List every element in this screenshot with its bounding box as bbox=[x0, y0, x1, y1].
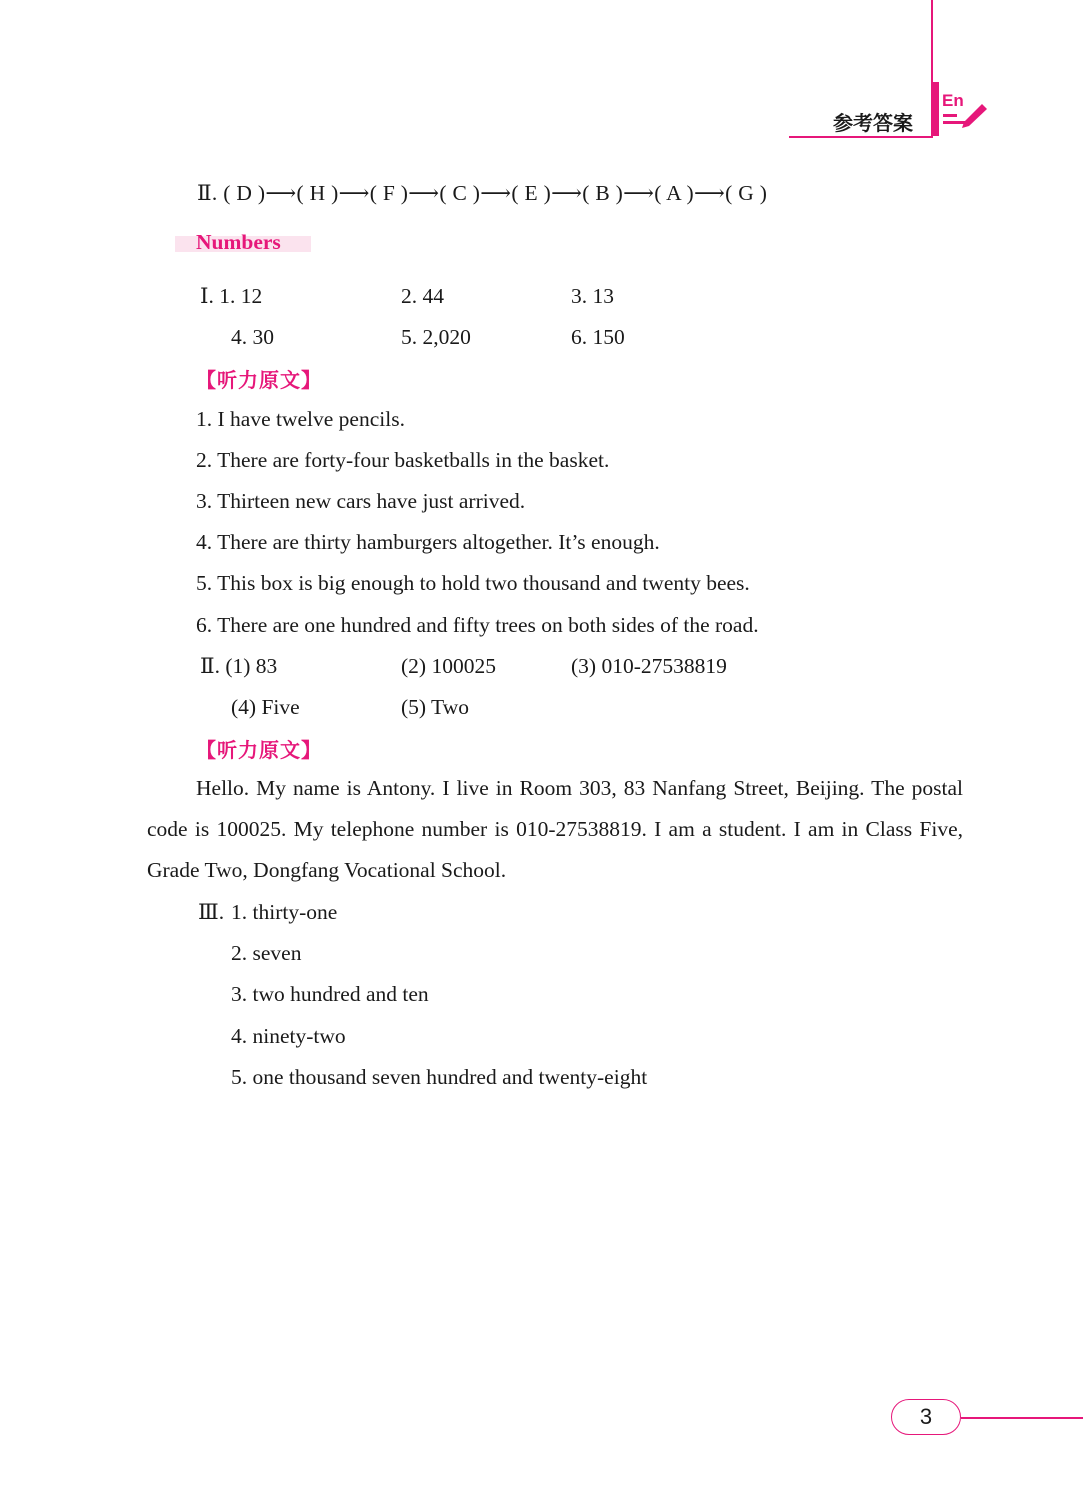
ex2-answer-3: (3) 010-27538819 bbox=[571, 654, 727, 678]
ex2-answer-1: Ⅱ. (1) 83 bbox=[200, 654, 278, 678]
listening-heading-2: 【听力原文】 bbox=[196, 738, 322, 762]
header-rule bbox=[789, 136, 933, 138]
header-accent-bar bbox=[933, 82, 939, 136]
ex3-item: 5. one thousand seven hundred and twenty-eight bbox=[231, 1065, 648, 1089]
ex3-item: 1. thirty-one bbox=[231, 900, 338, 924]
transcript-line: 4. There are thirty hamburgers altogether. It’s enough. bbox=[196, 530, 660, 554]
ex1-answer-3: 3. 13 bbox=[571, 284, 614, 308]
en-logo-icon bbox=[942, 91, 988, 132]
ex1-answer-6: 6. 150 bbox=[571, 325, 625, 349]
page-number: 3 bbox=[891, 1399, 961, 1435]
listening-heading-1: 【听力原文】 bbox=[196, 368, 322, 392]
header-title: 参考答案 bbox=[833, 111, 913, 135]
transcript-line: 1. I have twelve pencils. bbox=[196, 407, 405, 431]
transcript-line: 6. There are one hundred and fifty trees on both sides of the road. bbox=[196, 613, 759, 637]
ex1-answer-4: 4. 30 bbox=[231, 325, 274, 349]
order-answer-line: Ⅱ. ( D )⟶( H )⟶( F )⟶( C )⟶( E )⟶( B )⟶( A )⟶( G ) bbox=[197, 181, 768, 205]
ex1-answer-1: Ⅰ. 1. 12 bbox=[200, 284, 263, 308]
ex2-answer-2: (2) 100025 bbox=[401, 654, 496, 678]
transcript-line: 2. There are forty-four basketballs in the basket. bbox=[196, 448, 610, 472]
transcript-line: 5. This box is big enough to hold two thousand and twenty bees. bbox=[196, 571, 750, 595]
section-title: Numbers bbox=[196, 230, 281, 254]
ex1-answer-5: 5. 2,020 bbox=[401, 325, 471, 349]
ex3-label: Ⅲ. bbox=[198, 900, 225, 924]
ex2-answer-5: (5) Two bbox=[401, 695, 469, 719]
ex2-answer-4: (4) Five bbox=[231, 695, 300, 719]
logo-text: En bbox=[942, 91, 964, 110]
footer-rule bbox=[961, 1417, 1083, 1419]
ex3-item: 2. seven bbox=[231, 941, 302, 965]
transcript-paragraph: Hello. My name is Antony. I live in Room 303, 83 Nanfang Street, Beijing. The postal code is 100025. My telephone number is 010-27538819. I am a student. I am in Class Five, Grade Two, Dongfang Vocational School. bbox=[147, 776, 963, 882]
ex1-answer-2: 2. 44 bbox=[401, 284, 444, 308]
ex3-item: 4. ninety-two bbox=[231, 1024, 346, 1048]
ex3-item: 3. two hundred and ten bbox=[231, 982, 429, 1006]
transcript-line: 3. Thirteen new cars have just arrived. bbox=[196, 489, 526, 513]
